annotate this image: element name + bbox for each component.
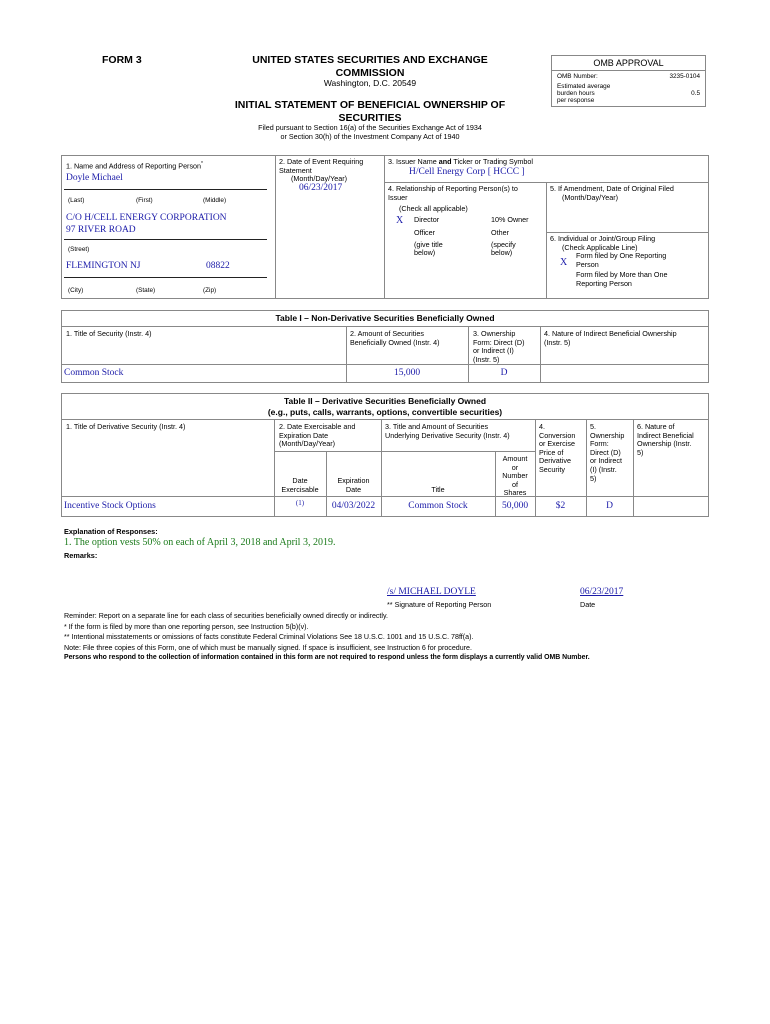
table1-security: Common Stock (64, 368, 124, 378)
last-label: (Last) (68, 197, 85, 204)
remarks-label: Remarks: (64, 551, 98, 560)
agency-line-2: COMMISSION (335, 66, 405, 79)
t2-col6-line3: Ownership (Instr. (637, 439, 692, 449)
name-underline (64, 189, 267, 190)
table2-title-2: (e.g., puts, calls, warrants, options, convertible securities) (267, 406, 503, 417)
t2-col4-line4: Price of (539, 447, 564, 457)
officer-sub-1: (give title (414, 239, 443, 249)
t2-amt3: Number (502, 471, 528, 481)
agency-line-1: UNITED STATES SECURITIES AND EXCHANGE (252, 54, 488, 66)
address-line-1: C/O H/CELL ENERGY CORPORATION (66, 213, 227, 223)
shares-cell: 50,000 (501, 501, 529, 511)
divider (61, 496, 709, 497)
t2-col3-line2: Underlying Derivative Security (Instr. 4) (385, 430, 510, 440)
title-line-1: INITIAL STATEMENT OF BENEFICIAL OWNERSHIP OF (234, 99, 506, 111)
reporting-person-name: Doyle Michael (66, 173, 123, 183)
expiration-date-header (326, 477, 381, 494)
t2-col4-line1: 4. (539, 422, 545, 431)
box3-label-and: and (438, 157, 452, 166)
state-label: (State) (136, 287, 156, 294)
other-label-text: Other (491, 228, 509, 237)
double-asterisk-note: ** Intentional misstatements or omissions of facts constitute Federal Criminal Violations See 18 U.S.C. 1001 and 15 U.S.C. 78ff(a). (64, 633, 474, 641)
divider (275, 155, 276, 299)
t2-amt4: of (512, 479, 518, 489)
t1-col3-line2: Form: Direct (D) (473, 337, 525, 347)
t2-col6-line2: Indirect Beneficial (637, 430, 694, 440)
signature-value: /s/ MICHAEL DOYLE (387, 587, 476, 597)
one-reporting-person-label (576, 252, 666, 269)
box2-label-3: (Month/Day/Year) (291, 174, 348, 184)
form-label: FORM 3 (102, 54, 142, 66)
t2-col5-line4: Direct (D) (590, 447, 621, 457)
officer-label-text: Officer (414, 228, 436, 237)
t2-amt2: or (511, 462, 519, 472)
signature-date: 06/23/2017 (580, 587, 624, 597)
box6-label-2: (Check Applicable Line) (562, 242, 638, 252)
officer-sub-2: below) (414, 248, 436, 258)
issuer-name: H/Cell Energy Corp [ HCCC ] (409, 167, 525, 177)
title-line-2: SECURITIES (338, 111, 402, 124)
burden-label-3: per response (557, 97, 595, 104)
check-all-label: (Check all applicable) (399, 204, 468, 213)
middle-label: (Middle) (203, 197, 227, 204)
date-exercisable-cell: (1) (295, 499, 305, 507)
copies-note: Note: File three copies of this Form, one of which must be manually signed. If space is insufficient, see Instruction 6 for procedure. (64, 643, 472, 652)
explanation-label: Explanation of Responses: (64, 527, 158, 536)
director-checkbox[interactable]: X (396, 215, 404, 226)
t1-col2-line1: 2. Amount of Securities (350, 329, 424, 338)
table2-title (61, 396, 709, 417)
t1-col4-line2: (Instr. 5) (544, 337, 571, 347)
street-address (66, 212, 227, 236)
omb-number-label: OMB Number: (557, 73, 598, 80)
street-label: (Street) (68, 246, 90, 253)
divider (61, 419, 709, 420)
officer-label (414, 229, 443, 258)
zip-code: 08822 (206, 261, 230, 271)
ten-percent-owner-label: 10% Owner (491, 215, 529, 224)
agency-name (220, 54, 520, 79)
agency-location: Washington, D.C. 20549 (323, 78, 417, 88)
date-exercisable-header (274, 477, 326, 494)
city-underline (64, 277, 267, 278)
other-sub-1: (specify (491, 239, 516, 249)
t2-col4-line5: Derivative (539, 456, 571, 466)
t2-col5-line1: 5. (590, 422, 596, 431)
reminder-note: Reminder: Report on a separate line for each class of securities beneficially owned directly or indirectly. (64, 612, 388, 620)
filed-line-1: Filed pursuant to Section 16(a) of the Securities Exchange Act of 1934 (258, 123, 482, 132)
one-reporting-person-checkbox[interactable]: X (560, 257, 568, 268)
table2-col4-header (539, 423, 575, 475)
divider (546, 232, 709, 233)
table1-col3-header (473, 330, 525, 364)
omb-disclaimer: Persons who respond to the collection of information contained in this form are not required to respond unless the form displays a currently valid OMB Number. (64, 654, 590, 661)
underlying-title-header: Title (431, 485, 445, 494)
box1-label-text: 1. Name and Address of Reporting Person (66, 161, 202, 171)
omb-approval-box (551, 55, 706, 107)
burden-value: 0.5 (691, 90, 700, 97)
street-underline (64, 239, 267, 240)
divider (384, 155, 385, 299)
t2-col4-line6: Security (539, 464, 565, 474)
box3-label (388, 158, 533, 167)
asterisk-note: * If the form is filed by more than one reporting person, see Instruction 5(b)(v). (64, 622, 309, 631)
t2-col5-line6: (I) (Instr. (590, 464, 617, 474)
city-label: (City) (68, 287, 84, 294)
more-line-2: Reporting Person (576, 278, 632, 288)
divider (61, 364, 709, 365)
t1-col3-line1: 3. Ownership (473, 329, 516, 338)
asterisk: * (201, 161, 203, 167)
burden-label-1: Estimated average (557, 83, 611, 90)
box1-label (66, 160, 203, 171)
t1-col3-line3: or Indirect (I) (473, 346, 514, 356)
omb-number-value: 3235-0104 (669, 73, 700, 80)
price-cell: $2 (555, 501, 566, 511)
expiration-date-cell: 04/03/2022 (331, 501, 376, 511)
box5-label-1: 5. If Amendment, Date of Original Filed (550, 184, 674, 193)
amount-shares-header (495, 455, 535, 498)
more-reporting-person-label (576, 271, 667, 288)
t2-col3-line1: 3. Title and Amount of Securities (385, 422, 489, 431)
box5-label (550, 185, 674, 202)
table1-form: D (500, 368, 508, 378)
t2-col4-line2: Conversion (539, 430, 576, 440)
box6-label-1: 6. Individual or Joint/Group Filing (550, 234, 656, 243)
omb-title: OMB APPROVAL (552, 56, 705, 71)
table1-amount: 15,000 (393, 368, 421, 378)
t2-col2-line3: (Month/Day/Year) (279, 439, 336, 449)
divider (546, 182, 547, 299)
burden-label-2: burden hours (557, 90, 595, 97)
address-line-2: 97 RIVER ROAD (66, 225, 136, 235)
filed-pursuant (190, 124, 550, 142)
box3-label-prefix: 3. Issuer Name (388, 157, 437, 166)
more-line-1: Form filed by More than One (576, 270, 668, 279)
date-label: Date (580, 600, 596, 609)
table2-title-1: Table II – Derivative Securities Beneficially Owned (283, 396, 487, 406)
t2-col4-line3: or Exercise (539, 439, 575, 449)
first-label: (First) (136, 197, 153, 204)
divider (633, 419, 634, 517)
signature-label: ** Signature of Reporting Person (387, 600, 492, 609)
footnote-1: 1. The option vests 50% on each of April 3, 2018 and April 3, 2019. (64, 537, 336, 548)
divider (540, 326, 541, 383)
box2-label-1: 2. Date of Event Requiring (279, 157, 364, 166)
table2-col1-header: 1. Title of Derivative Security (Instr. 4) (66, 422, 186, 431)
t2-col5-line2: Ownership (590, 430, 625, 440)
t2-sub-a2: Exercisable (281, 484, 319, 494)
city-state: FLEMINGTON NJ (66, 261, 141, 271)
t2-sub-b1: Expiration (337, 476, 370, 485)
table2-col5-header (590, 423, 624, 483)
t1-col3-line4: (Instr. 5) (473, 354, 500, 364)
t2-col5-line7: 5) (590, 473, 597, 483)
table2-col3-header (385, 423, 510, 440)
underlying-title-cell: Common Stock (408, 501, 468, 511)
t1-col4-line1: 4. Nature of Indirect Beneficial Ownership (544, 329, 677, 338)
table1-col1-header: 1. Title of Security (Instr. 4) (66, 329, 152, 338)
t2-col6-line4: 5) (637, 447, 644, 457)
table2-col2-header (279, 423, 355, 449)
table2-title-cell: Incentive Stock Options (64, 501, 156, 511)
filed-line-2: or Section 30(h) of the Investment Company Act of 1940 (280, 131, 460, 141)
t2-col6-line1: 6. Nature of (637, 422, 675, 431)
box5-label-2: (Month/Day/Year) (562, 192, 619, 202)
page-title (190, 99, 550, 124)
footer-notes (64, 611, 754, 664)
table2-col6-header (637, 423, 694, 457)
t2-col2-line2: Expiration Date (279, 430, 329, 440)
burden-label (557, 83, 610, 104)
t2-col5-line3: Form: (590, 439, 609, 449)
t2-sub-b2: Date (345, 484, 362, 494)
box2-label (279, 158, 383, 184)
director-label: Director (414, 215, 440, 224)
divider (61, 326, 709, 327)
t2-col2-line1: 2. Date Exercisable and (279, 422, 356, 431)
t2-amt5: Shares (503, 488, 527, 498)
zip-label: (Zip) (203, 287, 217, 294)
one-line-2: Person (576, 259, 599, 269)
box2-label-2: Statement (279, 165, 312, 175)
t2-amt1: Amount (502, 454, 528, 463)
one-line-1: Form filed by One Reporting (576, 251, 667, 260)
table1-col4-header (544, 330, 677, 347)
event-date: 06/23/2017 (299, 183, 343, 193)
table1-title: Table I – Non-Derivative Securities Beneficially Owned (275, 313, 495, 323)
t2-col5-line5: or Indirect (590, 456, 622, 466)
other-label (491, 229, 516, 258)
box4-label-2: Issuer (388, 192, 408, 202)
table1-col2-header (350, 330, 439, 347)
box6-label (550, 235, 655, 252)
other-sub-2: below) (491, 248, 513, 258)
t1-col2-line2: Beneficially Owned (Instr. 4) (350, 337, 440, 347)
box4-label-1: 4. Relationship of Reporting Person(s) to (388, 184, 518, 193)
box3-label-suffix: Ticker or Trading Symbol (453, 157, 534, 166)
t2-sub-a1: Date (292, 476, 308, 485)
ownership-form-cell: D (606, 501, 613, 511)
box4-label (388, 185, 518, 202)
